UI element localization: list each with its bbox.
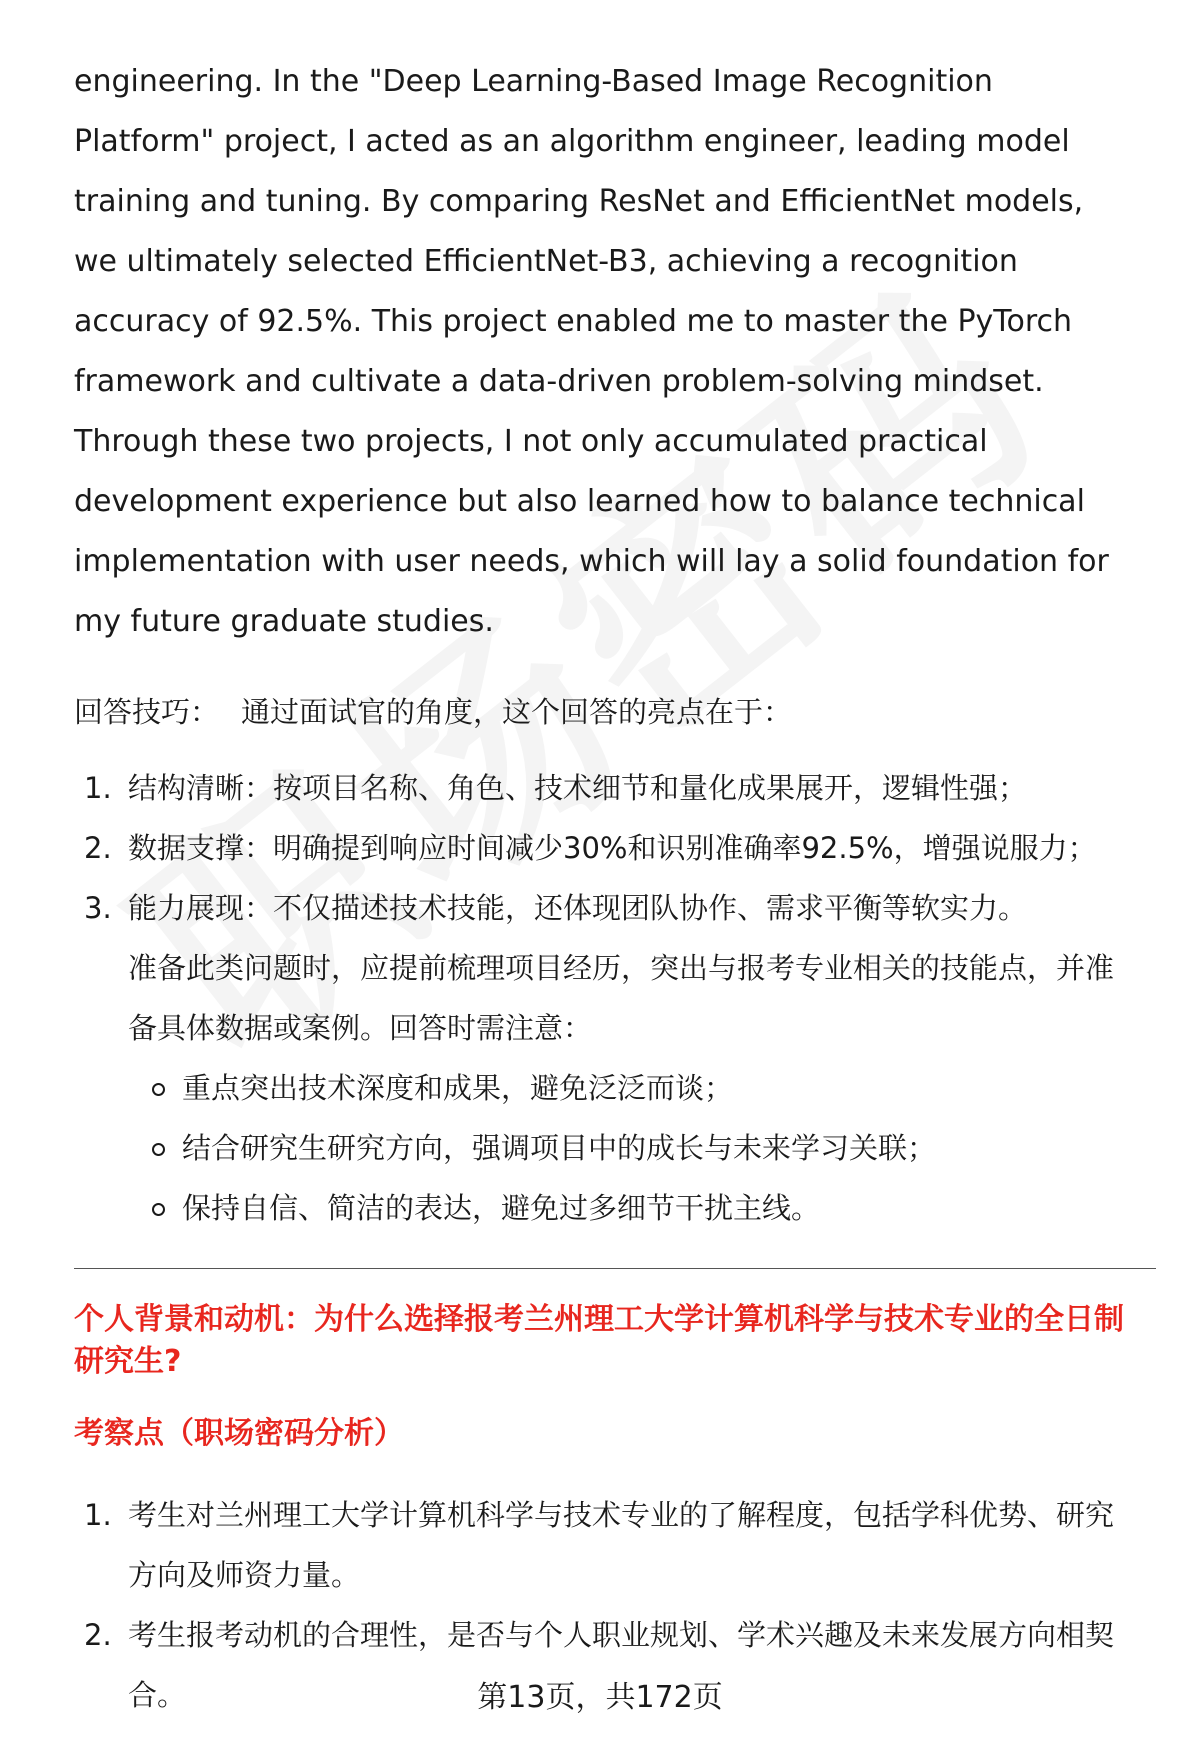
list-item-text: 考生报考动机的合理性，是否与个人职业规划、学术兴趣及未来发展方向相契合。 — [128, 1618, 1115, 1712]
list-number: 1. — [84, 771, 112, 805]
attention-list — [74, 1058, 1130, 1238]
list-number: 2. — [84, 831, 112, 865]
page-footer — [0, 1678, 1200, 1718]
list-item — [74, 818, 1130, 878]
bullet-circle-icon — [152, 1143, 165, 1156]
document-page — [74, 52, 1130, 1725]
intro-paragraph: engineering. In the "Deep Learning-Based Image Recognition Platform" project, I acted as an algorithm engineer, leading model training and tuning. By comparing ResNet and EfficientNet models, we ultimately selected EfficientNet-B3, achieving a recognition accuracy of 92.5%. This project enabled me to master the PyTorch framework and cultivate a data-driven problem-solving mindset. Through these two projects, I not only accumulated practical development experience but also learned how to balance technical implementation with user needs, which will lay a solid foundation for my future graduate studies. — [74, 64, 1109, 639]
page-number: 第13页，共172页 — [477, 1680, 723, 1715]
bullet-circle-icon — [152, 1083, 165, 1096]
list-item — [74, 1118, 1130, 1178]
list-item — [74, 1058, 1130, 1118]
list-number: 1. — [84, 1498, 112, 1532]
list-item-text: 数据支撑：明确提到响应时间减少30%和识别准确率92.5%，增强说服力； — [128, 831, 1097, 865]
prep-note: 准备此类问题时，应提前梳理项目经历，突出与报考专业相关的技能点，并准备具体数据或案例。回答时需注意： — [128, 951, 1115, 1045]
section-divider — [74, 1268, 1156, 1269]
list-item-text: 结合研究生研究方向，强调项目中的成长与未来学习关联； — [182, 1131, 937, 1165]
list-item-text: 能力展现：不仅描述技术技能，还体现团队协作、需求平衡等软实力。 — [128, 891, 1028, 925]
bullet-circle-icon — [152, 1203, 165, 1216]
highlights-list — [74, 758, 1130, 938]
list-item — [74, 878, 1130, 938]
list-item-text: 保持自信、简洁的表达，避免过多细节干扰主线。 — [182, 1191, 821, 1225]
section-title: 个人背景和动机：为什么选择报考兰州理工大学计算机科学与技术专业的全日制研究生? — [74, 1302, 1124, 1379]
section-subheading: 考察点（职场密码分析） — [74, 1416, 404, 1451]
list-item — [74, 758, 1130, 818]
list-item-text: 结构清晰：按项目名称、角色、技术细节和量化成果展开，逻辑性强； — [128, 771, 1028, 805]
list-number: 3. — [84, 891, 112, 925]
tips-label: 回答技巧： — [74, 695, 220, 729]
list-item — [74, 1178, 1130, 1238]
list-item-text: 重点突出技术深度和成果，避免泛泛而谈； — [182, 1071, 734, 1105]
tips-text: 通过面试官的角度，这个回答的亮点在于： — [241, 695, 793, 729]
answer-tips — [74, 682, 1130, 742]
list-number: 2. — [84, 1618, 112, 1652]
list-item-text: 考生对兰州理工大学计算机科学与技术专业的了解程度，包括学科优势、研究方向及师资力量。 — [128, 1498, 1115, 1592]
list-item — [74, 1485, 1130, 1605]
